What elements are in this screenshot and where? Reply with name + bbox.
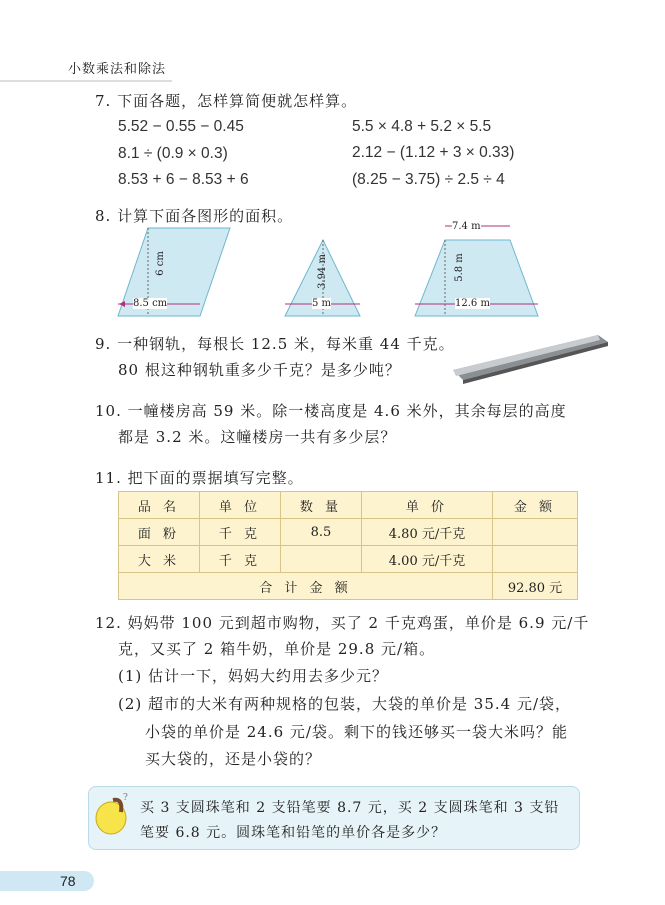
cell: 4.00 元/千克 (362, 546, 493, 573)
triangle-base: 5 m (312, 298, 332, 309)
chapter-header: 小数乘法和除法 (68, 62, 167, 77)
expr: 5.5 × 4.8 + 5.2 × 5.5 (352, 118, 492, 135)
thinking-chick-icon (93, 790, 133, 840)
steel-rail-image (448, 330, 613, 385)
q12-part1: (1) 估计一下，妈妈大约用去多少元？ (118, 667, 389, 685)
table-row (119, 519, 578, 546)
cell: 千 克 (200, 546, 281, 573)
q12-part2: 小袋的单价是 24.6 元/袋。剩下的钱还够买一袋大米吗？能 (145, 723, 568, 741)
q7-title: 7. 下面各题，怎样算简便就怎样算。 (95, 92, 358, 110)
triangle-height: 3.94 m (316, 254, 328, 289)
cell (493, 546, 578, 573)
page-number-tab (0, 871, 94, 891)
cell: 4.80 元/千克 (362, 519, 493, 546)
q12-line2: 克，又买了 2 箱牛奶，单价是 29.8 元/箱。 (118, 640, 436, 658)
challenge-line1: 买 3 支圆珠笔和 2 支铅笔要 8.7 元，买 2 支圆珠笔和 3 支铅 (140, 800, 560, 816)
cell: 千 克 (200, 519, 281, 546)
expr: 5.52 − 0.55 − 0.45 (118, 118, 244, 135)
expr: (8.25 − 3.75) ÷ 2.5 ÷ 4 (352, 171, 505, 188)
cell (493, 519, 578, 546)
parallelogram-height: 6 cm (154, 251, 166, 276)
svg-text:?: ? (123, 793, 128, 803)
expr: 8.1 ÷ (0.9 × 0.3) (118, 145, 228, 162)
q9-line1: 9. 一种钢轨，每根长 12.5 米，每米重 44 千克。 (95, 335, 455, 353)
total-label: 合 计 金 额 (119, 573, 493, 600)
cell (281, 546, 362, 573)
cell: 8.5 (281, 519, 362, 546)
expr: 2.12 − (1.12 + 3 × 0.33) (352, 144, 515, 161)
expr: 8.53 + 6 − 8.53 + 6 (118, 171, 249, 188)
q10-line2: 都是 3.2 米。这幢楼房一共有多少层？ (118, 428, 397, 446)
header-cell: 单 价 (362, 492, 493, 519)
header-cell: 数 量 (281, 492, 362, 519)
page-number: 78 (60, 873, 76, 889)
parallelogram-base: 8.5 cm (133, 298, 168, 309)
q12-line1: 12. 妈妈带 100 元到超市购物，买了 2 千克鸡蛋，单价是 6.9 元/千 (95, 614, 590, 632)
receipt-table (118, 491, 578, 600)
trapezoid-bottom: 12.6 m (455, 298, 490, 309)
challenge-line2: 笔要 6.8 元。圆珠笔和铅笔的单价各是多少？ (140, 825, 447, 841)
total-value: 92.80 元 (493, 573, 578, 600)
q8-title: 8. 计算下面各图形的面积。 (95, 207, 294, 225)
header-rule (0, 80, 172, 82)
trapezoid-top: 7.4 m (452, 221, 481, 232)
trapezoid-height: 5.8 m (453, 253, 465, 282)
table-row (119, 546, 578, 573)
cell: 大 米 (119, 546, 200, 573)
cell: 面 粉 (119, 519, 200, 546)
q12-part2: (2) 超市的大米有两种规格的包装，大袋的单价是 35.4 元/袋， (118, 695, 572, 713)
q12-part2: 买大袋的，还是小袋的？ (145, 750, 322, 768)
header-cell: 品 名 (119, 492, 200, 519)
q10-line1: 10. 一幢楼房高 59 米。除一楼高度是 4.6 米外，其余每层的高度 (95, 402, 567, 420)
q9-line2: 80 根这种钢轨重多少千克？是多少吨？ (118, 361, 401, 379)
header-cell: 金 额 (493, 492, 578, 519)
q11-title: 11. 把下面的票据填写完整。 (95, 469, 304, 487)
header-cell: 单 位 (200, 492, 281, 519)
q8-shapes (110, 218, 570, 318)
